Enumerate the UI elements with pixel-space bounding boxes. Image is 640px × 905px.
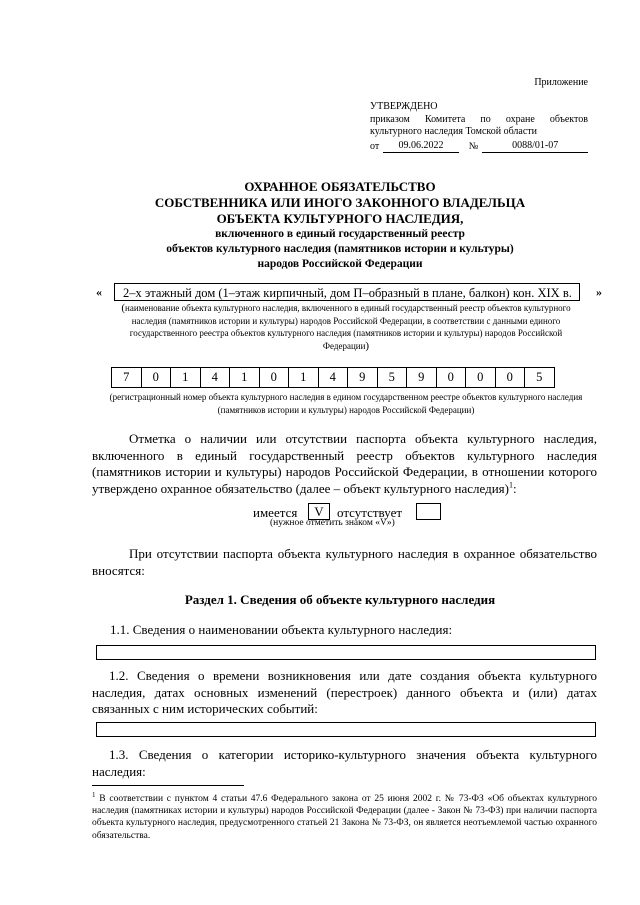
document-title <box>80 179 600 272</box>
reg-digit[interactable]: 1 <box>289 368 319 388</box>
answer-1-1-field[interactable] <box>96 645 596 660</box>
approval-date: 09.06.2022 <box>383 140 459 154</box>
reg-digit[interactable]: 0 <box>495 368 525 388</box>
passport-hint: (нужное отметить знаком «V») <box>270 518 395 528</box>
footnote-marker: 1 <box>92 790 96 799</box>
present-label: имеется <box>253 505 298 520</box>
footnote-separator <box>92 785 244 786</box>
title-line-1: ОХРАННОЕ ОБЯЗАТЕЛЬСТВО <box>244 179 436 194</box>
footnote-text: В соответствии с пунктом 4 статьи 47.6 Федерального закона от 25 июня 2002 г. № 73-ФЗ «Об объектах культурного наследия (памятниках истории и культуры) народов Российской Федерации (далее - Закон № 73-ФЗ) при наличии паспорта объекта культурного наследия, предусмотренного статьей 21 Закона № 73-ФЗ, он является неотъемлемой частью охранного обязательства. <box>92 794 598 841</box>
reg-digit[interactable]: 0 <box>436 368 466 388</box>
reg-digit[interactable]: 0 <box>466 368 496 388</box>
reg-digit[interactable]: 1 <box>171 368 201 388</box>
question-1-1: 1.1. Сведения о наименовании объекта культурного наследия: <box>110 622 453 637</box>
reg-digit[interactable]: 7 <box>112 368 142 388</box>
registration-number-grid <box>111 367 555 388</box>
title-line-4: включенного в единый государственный реестр <box>215 228 465 240</box>
quote-close: » <box>596 285 602 299</box>
object-name-note <box>108 302 584 352</box>
title-line-3: ОБЪЕКТА КУЛЬТУРНОГО НАСЛЕДИЯ, <box>216 211 464 226</box>
object-name-row <box>96 283 602 303</box>
section-1-heading: Раздел 1. Сведения об объекте культурного наследия <box>184 592 496 607</box>
title-line-2: СОБСТВЕННИКА ИЛИ ИНОГО ЗАКОННОГО ВЛАДЕЛЬЦА <box>154 195 526 210</box>
reg-digit[interactable]: 4 <box>318 368 348 388</box>
missing-passport-paragraph: При отсутствии паспорта объекта культурного наследия в охранное обязательство вносятся: <box>92 546 597 578</box>
reg-digit[interactable]: 0 <box>259 368 289 388</box>
reg-digit[interactable]: 5 <box>525 368 555 388</box>
quote-open: « <box>96 285 102 299</box>
passport-paragraph-text: Отметка о наличии или отсутствии паспорта объекта культурного наследия, включенного в единый государственный реестр объектов культурного наследия (памятников истории и культуры) народов Российской Федерации, в отношении которого утверждено охранное обязательство (далее – объект культурного наследия) <box>92 431 597 496</box>
note-paren-open: ( <box>121 302 126 314</box>
object-name-field[interactable]: 2–х этажный дом (1–этаж кирпичный, дом П–образный в плане, балкон) кон. XIX в. <box>114 283 580 301</box>
question-1-2: 1.2. Сведения о времени возникновения или дате создания объекта культурного наследия, датах основных изменений (перестроек) данного объекта и (или) датах связанных с ним исторических событий: <box>92 668 597 716</box>
object-note-text: наименование объекта культурного наследия, включенного в единый государственный реестр объектов культурного наследия (памятников истории и культуры) народов Российской Федерации, в соответствии с данными единого государственного реестра объектов культурного наследия (памятников истории и культуры) народов Российской Федерации <box>125 303 571 351</box>
date-prefix: от <box>370 140 380 152</box>
absent-label: отсутствует <box>337 505 403 520</box>
approval-block <box>370 101 588 153</box>
title-line-6: народов Российской Федерации <box>257 258 423 270</box>
note-paren-close: ) <box>365 339 370 352</box>
appendix-label: Приложение <box>534 77 588 88</box>
reg-digit[interactable]: 1 <box>230 368 260 388</box>
approval-heading: УТВЕРЖДЕНО <box>370 101 438 112</box>
question-1-3: 1.3. Сведения о категории историко-культурного значения объекта культурного наследия: <box>92 747 597 779</box>
footnote <box>92 790 598 842</box>
reg-digit[interactable]: 9 <box>407 368 437 388</box>
approval-line-2: культурного наследия Томской области <box>370 126 538 137</box>
answer-1-2-field[interactable] <box>96 722 596 737</box>
footnote-ref[interactable]: 1 <box>508 480 513 490</box>
approval-date-row <box>370 140 588 154</box>
reg-digit[interactable]: 0 <box>141 368 171 388</box>
number-prefix: № <box>468 140 479 152</box>
registration-note: (регистрационный номер объекта культурного наследия в едином государственном реестре объектов культурного наследия (памятников истории и культуры) народов Российской Федерации) <box>109 392 583 415</box>
present-checkbox[interactable]: V <box>308 503 330 520</box>
passport-paragraph <box>92 431 597 497</box>
passport-paragraph-colon: : <box>512 480 517 496</box>
reg-digit[interactable]: 5 <box>377 368 407 388</box>
reg-digit[interactable]: 9 <box>348 368 378 388</box>
reg-digit[interactable]: 4 <box>200 368 230 388</box>
approval-line-1: приказом Комитета по охране объектов <box>370 113 588 125</box>
title-line-5: объектов культурного наследия (памятников истории и культуры) <box>166 243 514 255</box>
absent-checkbox[interactable] <box>416 503 441 520</box>
approval-number: 0088/01-07 <box>482 140 588 154</box>
